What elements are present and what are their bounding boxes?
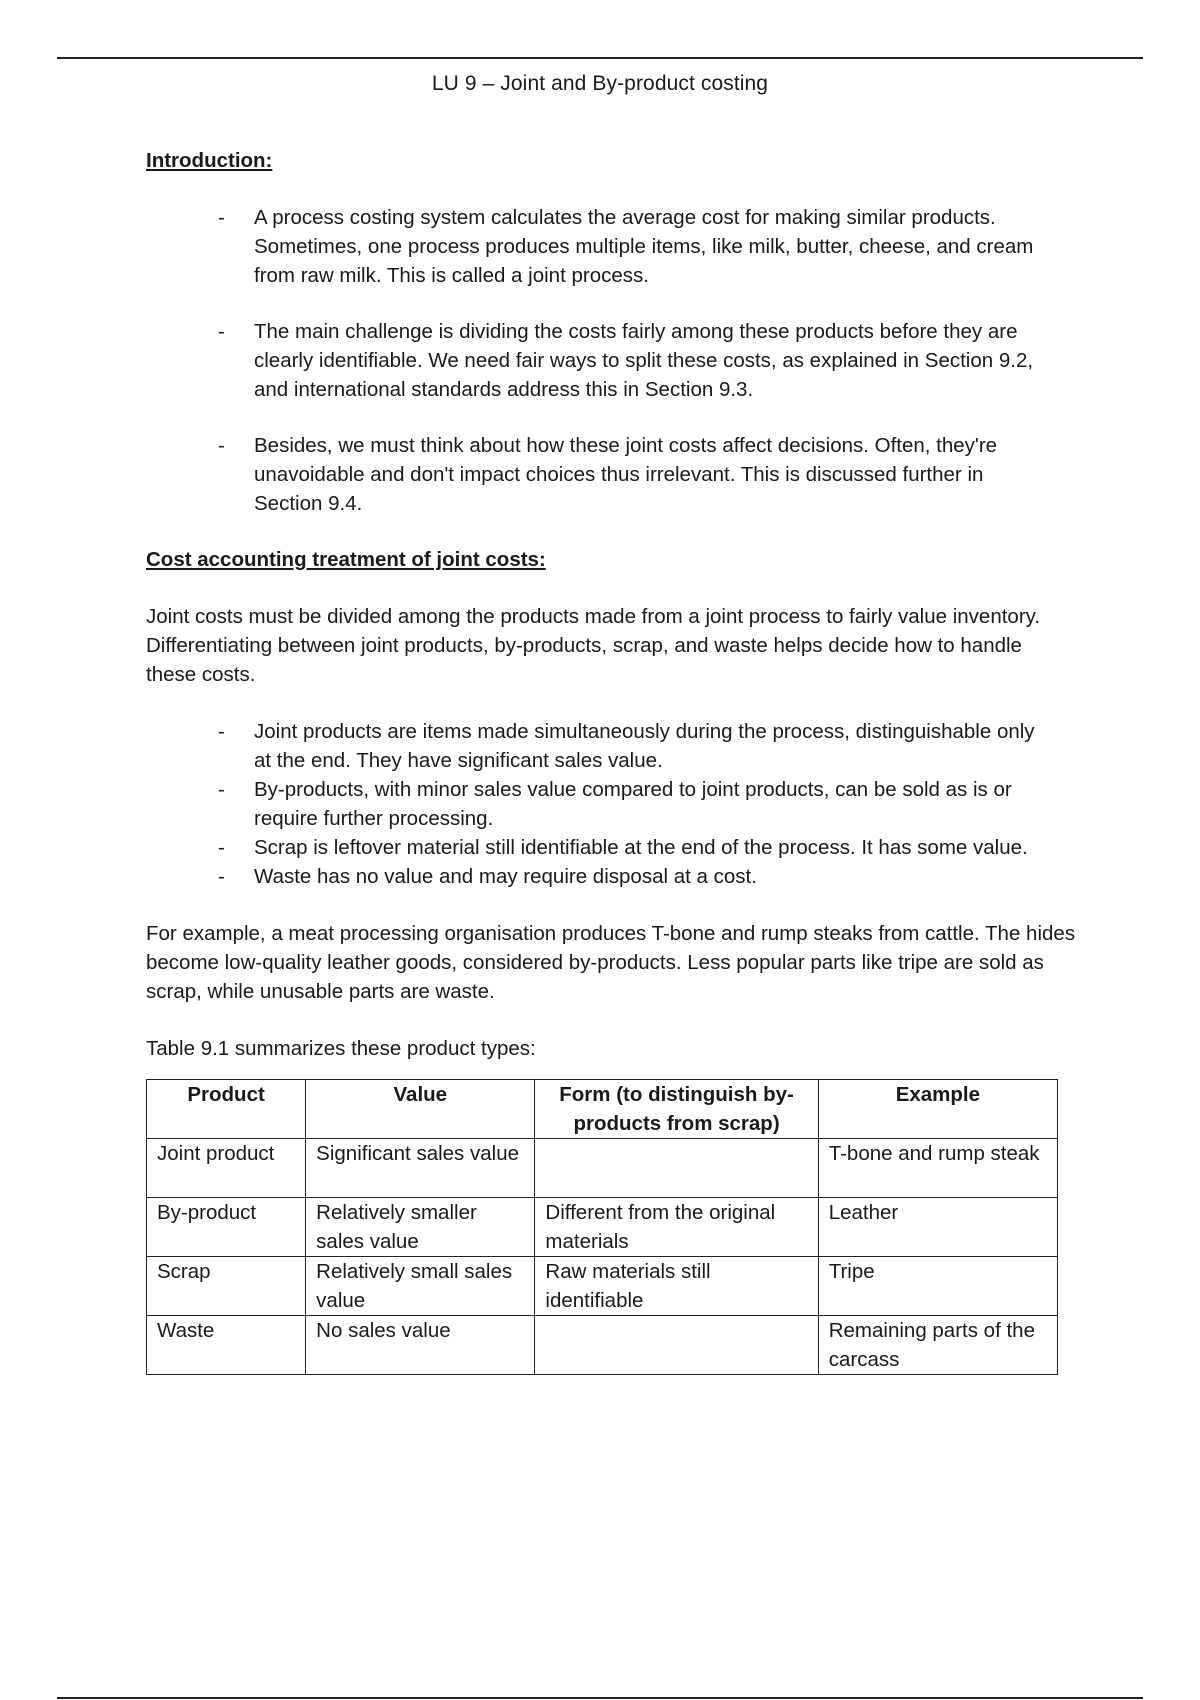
list-item — [146, 431, 1054, 518]
cell-value: Relatively small sales value — [306, 1257, 535, 1316]
table-intro: Table 9.1 summarizes these product types: — [146, 1037, 536, 1060]
bottom-divider — [57, 1697, 1143, 1699]
list-item — [146, 203, 1054, 290]
cell-value: Relatively smaller sales value — [306, 1198, 535, 1257]
introduction-heading: Introduction: — [146, 149, 273, 172]
list-item — [146, 775, 1054, 833]
cell-product: Joint product — [147, 1139, 306, 1198]
table-row — [147, 1257, 1058, 1316]
cell-value: No sales value — [306, 1316, 535, 1375]
table-row — [147, 1316, 1058, 1375]
document-body — [146, 146, 1076, 1375]
cell-example: Remaining parts of the carcass — [818, 1316, 1057, 1375]
bullet-text: The main challenge is dividing the costs fairly among these products before they are clearly identifiable. We need fair ways to split these costs, as explained in Section 9.2, and international standards address this in Section 9.3. — [254, 320, 1034, 401]
bullet-text: Waste has no value and may require disposal at a cost. — [254, 865, 757, 888]
cell-form: Different from the original materials — [535, 1198, 818, 1257]
bullet-dash: - — [218, 434, 225, 457]
joint-costs-paragraph: Joint costs must be divided among the products made from a joint process to fairly value inventory. Differentiating between joint products, by-products, scrap, and waste helps decide how to handle these costs. — [146, 605, 1041, 686]
table-row — [147, 1139, 1058, 1198]
example-paragraph: For example, a meat processing organisation produces T-bone and rump steaks from cattle. The hides become low-quality leather goods, considered by-products. Less popular parts like tripe are sold as scrap, while unusable parts are waste. — [146, 922, 1076, 1003]
cell-product: Scrap — [147, 1257, 306, 1316]
bullet-text: Besides, we must think about how these joint costs affect decisions. Often, they're unavoidable and don't impact choices thus irrelevant. This is discussed further in Section 9.4. — [254, 434, 998, 515]
bullet-dash: - — [218, 836, 225, 859]
cell-product: By-product — [147, 1198, 306, 1257]
table-row — [147, 1198, 1058, 1257]
header-example: Example — [818, 1080, 1057, 1139]
bullet-dash: - — [218, 778, 225, 801]
cell-example: Tripe — [818, 1257, 1057, 1316]
bullet-text: By-products, with minor sales value compared to joint products, can be sold as is or require further processing. — [254, 778, 1012, 830]
list-item — [146, 317, 1054, 404]
top-divider — [57, 57, 1143, 59]
bullet-text: Scrap is leftover material still identifiable at the end of the process. It has some value. — [254, 836, 1028, 859]
bullet-dash: - — [218, 720, 225, 743]
table-header-row — [147, 1080, 1058, 1139]
bullet-dash: - — [218, 206, 225, 229]
bullet-dash: - — [218, 320, 225, 343]
cell-example: Leather — [818, 1198, 1057, 1257]
bullet-text: Joint products are items made simultaneously during the process, distinguishable only at the end. They have significant sales value. — [254, 720, 1035, 772]
cell-value: Significant sales value — [306, 1139, 535, 1198]
header-product: Product — [147, 1080, 306, 1139]
introduction-bullets — [146, 203, 1076, 518]
cell-form: Raw materials still identifiable — [535, 1257, 818, 1316]
header-form: Form (to distinguish by-products from scrap) — [535, 1080, 818, 1139]
page-title: LU 9 – Joint and By-product costing — [431, 72, 769, 95]
cost-accounting-heading: Cost accounting treatment of joint costs: — [146, 548, 546, 571]
list-item — [146, 862, 1054, 891]
list-item — [146, 717, 1054, 775]
cell-form — [535, 1139, 818, 1198]
product-type-bullets — [146, 717, 1076, 891]
cell-product: Waste — [147, 1316, 306, 1375]
bullet-text: A process costing system calculates the average cost for making similar products. Sometimes, one process produces multiple items, like milk, butter, cheese, and cream from raw milk. This is called a joint process. — [254, 206, 1034, 287]
bullet-dash: - — [218, 865, 225, 888]
header-value: Value — [306, 1080, 535, 1139]
cell-example: T-bone and rump steak — [818, 1139, 1057, 1198]
cell-form — [535, 1316, 818, 1375]
list-item — [146, 833, 1054, 862]
product-types-table — [146, 1079, 1058, 1375]
